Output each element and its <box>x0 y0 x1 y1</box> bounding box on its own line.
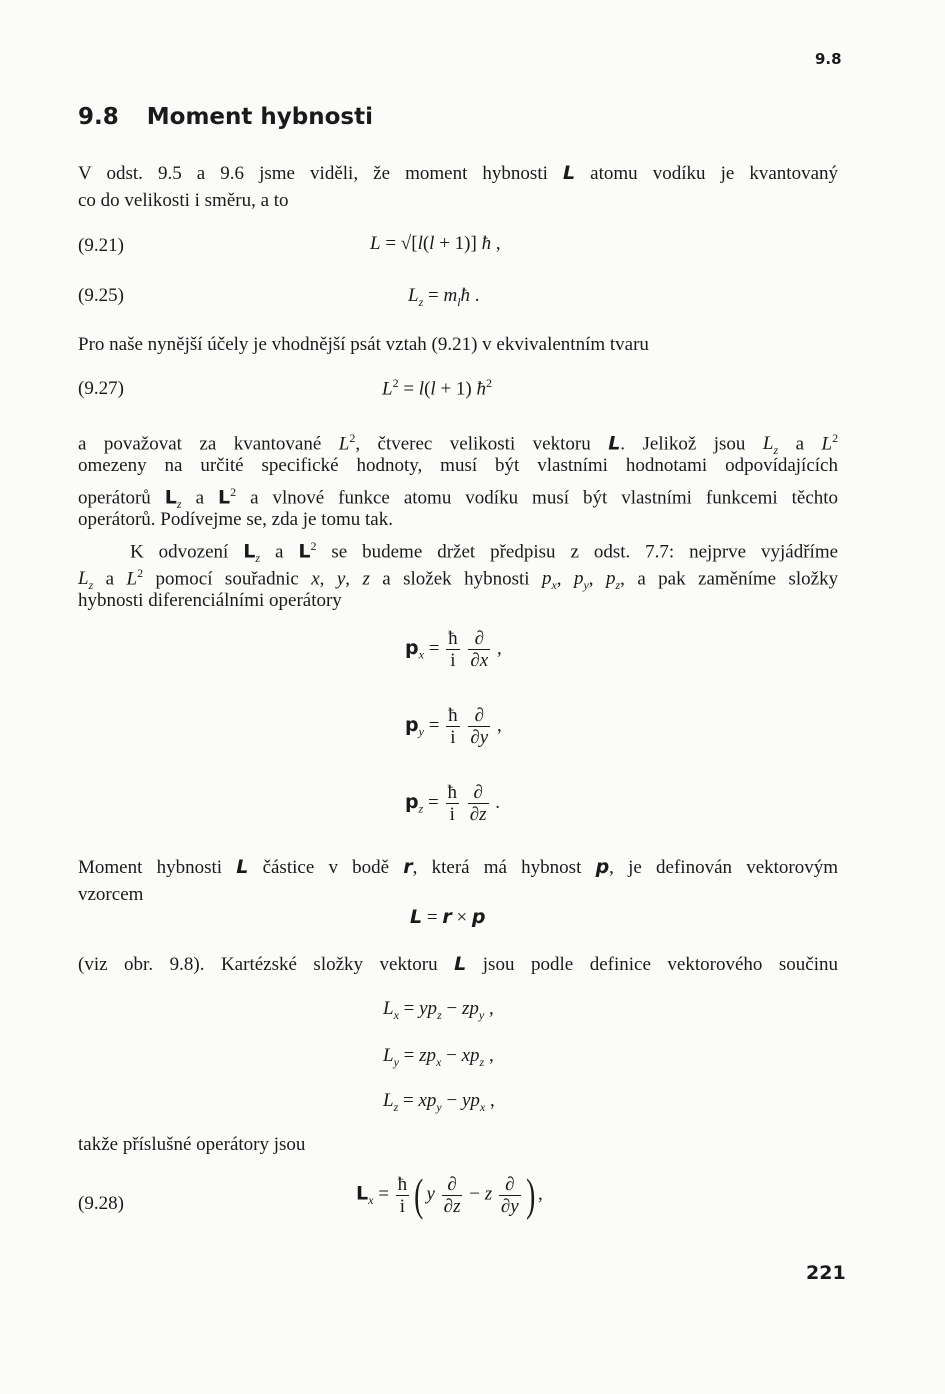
text-span: pomocí souřadnic <box>155 568 299 590</box>
text-span: V odst. 9.5 a 9.6 jsme viděli, že moment hybnosti <box>78 163 548 184</box>
paragraph-line: Pro naše nynější účely je vhodnější psát vztah (9.21) v ekvivalentním tvaru <box>78 334 649 355</box>
section-heading <box>78 104 373 130</box>
equation-9-25: $L_z$ = $m_lħ$ . <box>408 285 480 309</box>
paragraph-line: takže příslušné operátory jsou <box>78 1134 306 1155</box>
equation-number: (9.25) <box>78 285 124 306</box>
paragraph-line: co do velikosti i směru, a to <box>78 190 289 211</box>
text-span: (viz obr. 9.8). Kartézské složky vektoru <box>78 954 438 975</box>
paragraph-line: operátorů $L_z$ a $L^2$ a vlnové funkce atomu vodíku musí být vlastními funkcemi těchto <box>78 485 839 512</box>
equation-lz-component: $L_z = xp_y - yp_x$ , <box>383 1090 495 1114</box>
text-span: . Jelikož jsou <box>620 433 746 455</box>
equation-px: $p_x$ = $\frac{ħ}{i}$ $\frac{\partial}{\partial x}$ , <box>405 628 502 671</box>
paragraph-line: (viz obr. 9.8). Kartézské složky vektoru L jsou podle definice vektorového součinu <box>78 953 839 975</box>
paragraph-line: vzorcem <box>78 884 144 905</box>
equation-cross-product: L = r × p <box>410 906 486 928</box>
section-title: Moment hybnosti <box>146 104 373 130</box>
equation-9-27: $L^2 = l(l + 1)$ $ħ^2$ <box>382 376 492 400</box>
text-span: a <box>105 568 115 590</box>
text-span: částice v bodě <box>262 857 390 878</box>
equation-py: $p_y$ = $\frac{ħ}{i}$ $\frac{\partial}{\partial y}$ , <box>405 705 502 748</box>
text-span: a vlnové funkce atomu vodíku musí být vlastními funkcemi těchto <box>250 487 839 509</box>
text-span: a považovat za kvantované <box>78 433 322 455</box>
text-span: a <box>195 487 204 509</box>
text-span: atomu vodíku je kvantovaný <box>590 163 839 184</box>
text-span: operátorů <box>78 487 151 509</box>
paragraph-line: K odvození $L_z$ a $L^2$ se budeme držet předpisu z odst. 7.7: nejprve vyjádříme <box>130 539 839 566</box>
section-number: 9.8 <box>78 104 119 130</box>
paragraph-line: V odst. 9.5 a 9.6 jsme viděli, že moment hybnosti L atomu vodíku je kvantovaný <box>78 162 839 184</box>
paragraph-line: operátorů. Podívejme se, zda je tomu tak. <box>78 509 393 530</box>
text-span: a <box>795 433 805 455</box>
equation-number: (9.21) <box>78 235 124 256</box>
text-span: K odvození <box>130 541 229 563</box>
equation-number: (9.27) <box>78 378 124 399</box>
paragraph-line: omezeny na určité specifické hodnoty, musí být vlastními hodnotami odpovídajících <box>78 455 838 476</box>
equation-9-21: L = √[l(l + 1)] ħ , <box>370 233 501 254</box>
equation-lx-component: $L_x = yp_z - zp_y$ , <box>383 998 494 1022</box>
paragraph-line: hybnosti diferenciálními operátory <box>78 590 342 611</box>
text-span: a složek hybnosti <box>382 568 530 590</box>
text-span: a pak zaměníme složky <box>637 568 839 590</box>
page-number: 221 <box>806 1262 846 1284</box>
text-span: , čtverec velikosti vektoru <box>355 433 591 455</box>
paragraph-line: $L_z$ a $L^2$ pomocí souřadnic x, y, z a složek hybnosti $p_x$, $p_y$, $p_z$, a pak zaměníme složky <box>78 566 839 593</box>
equation-number: (9.28) <box>78 1193 124 1214</box>
text-span: jsou podle definice vektorového součinu <box>482 954 839 975</box>
text-span: , je definován vektorovým <box>609 857 839 878</box>
equation-9-28: $L_x$ = $\frac{ħ}{i}$ ( y $\frac{\partial}{\partial z}$ − z $\frac{\partial}{\partial y}$ ) , <box>356 1169 543 1220</box>
text-span: a <box>274 541 284 563</box>
text-span: Moment hybnosti <box>78 857 223 878</box>
equation-pz: $p_z$ = $\frac{ħ}{i}$ $\frac{\partial}{\partial z}$ . <box>405 782 501 825</box>
text-span: se budeme držet předpisu z odst. 7.7: nejprve vyjádříme <box>331 541 839 563</box>
paragraph-line: Moment hybnosti L částice v bodě r, která má hybnost p, je definován vektorovým <box>78 856 839 878</box>
equation-ly-component: $L_y = zp_x - xp_z$ , <box>383 1045 494 1069</box>
running-head-section: 9.8 <box>815 50 842 68</box>
paragraph-line: a považovat za kvantované $L^2$, čtverec velikosti vektoru L. Jelikož jsou $L_z$ a $L^2$ <box>78 431 839 458</box>
text-span: , která má hybnost <box>412 857 582 878</box>
